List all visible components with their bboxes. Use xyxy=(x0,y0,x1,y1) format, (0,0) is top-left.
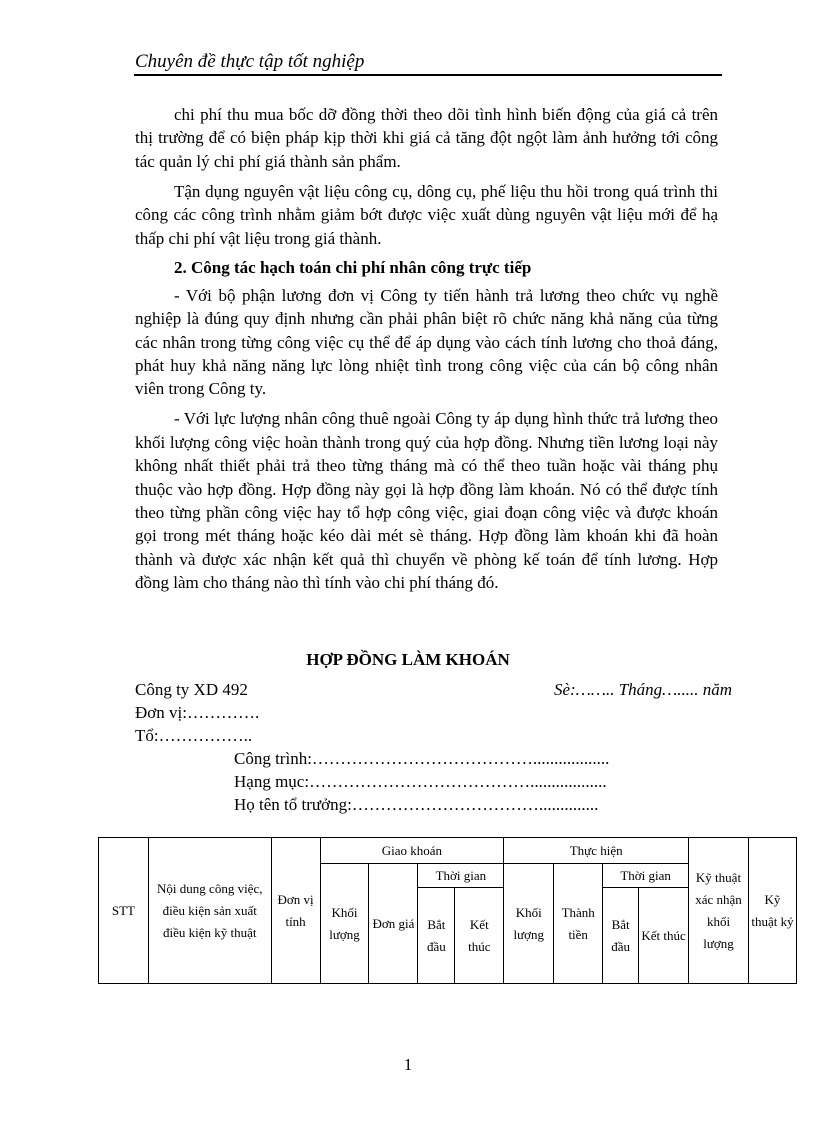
paragraph: - Với bộ phận lương đơn vị Công ty tiến hành trả lương theo chức vụ nghề nghiệp là đúng quy định nhưng cần phải phân biệt rõ chức năng khả năng của từng các nhân trong từng công việc cụ thể để áp dụng vào cách tính lương cho thoả đáng, phát huy khả năng năng lực lòng nhiệt tình trong công việc của cán bộ công nhân viên trong Công ty. xyxy=(135,285,718,399)
page-header xyxy=(134,50,722,76)
header-done-volume: Khối lượng xyxy=(504,864,554,984)
paragraph: chi phí thu mua bốc dỡ đồng thời theo dõi tình hình biến động của giá cả trên thị trường để có biện pháp kịp thời khi giá cả tăng đột ngột làm ảnh hưởng tới công tác quản lý chi phí giá thành sản phẩm. xyxy=(135,105,718,171)
unit-field: Đơn vị:…………. xyxy=(135,703,260,722)
header-assigned-price: Đơn giá xyxy=(369,864,418,984)
contract-number: Sè:…….. Tháng…..... năm xyxy=(554,680,733,699)
header-done-start: Bắt đầu xyxy=(603,888,639,984)
header-done-amount: Thành tiền xyxy=(554,864,603,984)
document-body xyxy=(135,103,718,601)
header-assigned-time: Thời gian xyxy=(418,864,504,888)
header-content: Nội dung công việc, điều kiện sản xuất điều kiện kỹ thuật xyxy=(148,838,271,984)
header-stt: STT xyxy=(99,838,149,984)
company-name: Công ty XD 492 xyxy=(135,680,248,699)
header-assigned: Giao khoán xyxy=(320,838,504,864)
paragraph: - Với lực lượng nhân công thuê ngoài Công ty áp dụng hình thức trả lương theo khối lượng công việc hoàn thành trong quý của hợp đồng. Nhưng tiền lương loại này không nhất thiết phải trả theo từng tháng mà có thể theo tuần hoặc vài tháng phụ thuộc vào hợp đồng. Hợp đồng này gọi là hợp đồng làm khoán. Nó có thể được tính theo từng phần công việc hay tổ hợp công việc, giai đoạn công việc và được khoán gọi trong mét tháng hoặc kéo dài mét sè tháng. Hợp đồng làm khoán khi đã hoàn thành và được xác nhận kết quả thì chuyển về phòng kế toán để tính lương. Hợp đồng làm cho tháng nào thì tính vào chi phí tháng đó. xyxy=(135,409,718,593)
paragraph: Tận dụng nguyên vật liệu công cụ, dông cụ, phế liệu thu hồi trong quá trình thi công các công trình nhằm giảm bớt được việc xuất dùng nguyên vật liệu mới để hạ thấp chi phí vật liệu trong giá thành. xyxy=(135,181,718,248)
header-title: Chuyên đề thực tập tốt nghiệp xyxy=(135,51,365,72)
header-done: Thực hiện xyxy=(504,838,689,864)
project-field: Công trình:………………………………….................. xyxy=(234,749,610,768)
header-sign: Kỹ thuật ký xyxy=(748,838,796,984)
team-field: Tổ:…………….. xyxy=(135,726,253,745)
header-done-end: Kết thúc xyxy=(639,888,689,984)
item-field: Hạng mục:………………………………….................. xyxy=(234,772,607,791)
header-unit: Đơn vị tính xyxy=(271,838,320,984)
leader-field: Họ tên tổ trưởng:…………………………….............. xyxy=(234,795,599,814)
page-number: 1 xyxy=(403,1055,413,1074)
header-done-time: Thời gian xyxy=(603,864,689,888)
header-assigned-end: Kết thúc xyxy=(455,888,504,984)
header-assigned-start: Bắt đầu xyxy=(418,888,455,984)
section-heading: 2. Công tác hạch toán chi phí nhân công trực tiếp xyxy=(174,258,532,278)
header-assigned-volume: Khối lượng xyxy=(320,864,369,984)
contract-title: HỢP ĐỒNG LÀM KHOÁN xyxy=(306,650,510,669)
work-table xyxy=(98,837,797,984)
header-confirm: Kỹ thuật xác nhận khối lượng xyxy=(689,838,749,984)
